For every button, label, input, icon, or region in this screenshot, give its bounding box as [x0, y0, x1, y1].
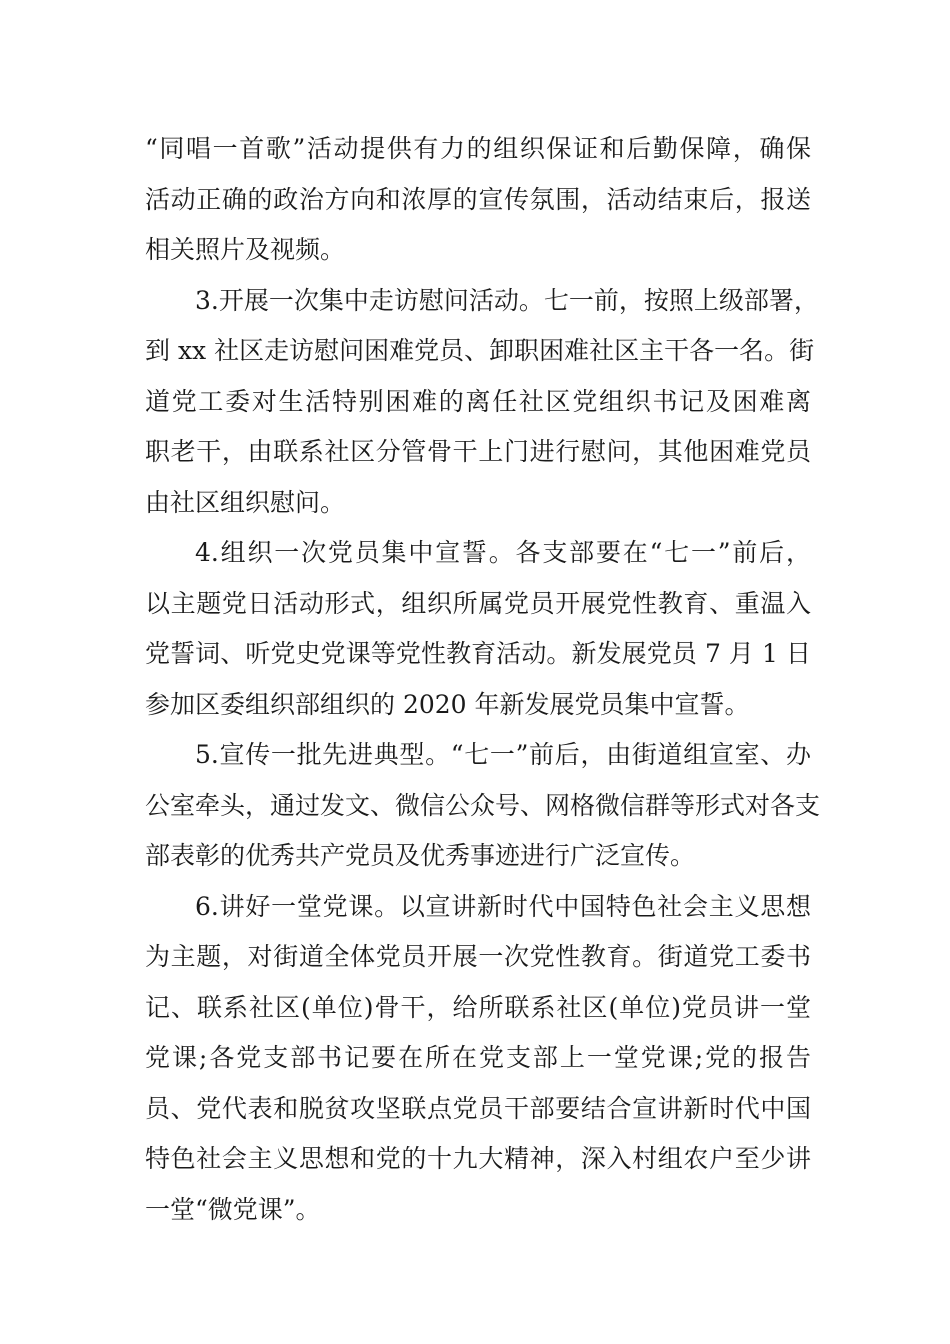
text-line: 活动正确的政治方向和浓厚的宣传氛围，活动结束后，报送: [145, 184, 811, 214]
text-line: 4.组织一次党员集中宣誓。各支部要在“七一”前后，: [195, 538, 811, 567]
text-line: 相关照片及视频。: [145, 235, 346, 264]
document-body: [145, 124, 821, 1235]
text-line: 部表彰的优秀共产党员及优秀事迹进行广泛宣传。: [145, 841, 696, 870]
text-line: 职老干，由联系社区分管骨干上门进行慰问，其他困难党员: [145, 437, 811, 466]
text-line: 为主题，对街道全体党员开展一次党性教育。街道党工委书: [145, 942, 811, 971]
text-line: 党课;各党支部书记要在所在党支部上一堂党课;党的报告: [145, 1043, 811, 1072]
text-line: 参加区委组织部组织的 2020 年新发展党员集中宣誓。: [145, 689, 750, 719]
text-line: 由社区组织慰问。: [145, 487, 346, 517]
text-line: 公室牵头，通过发文、微信公众号、网格微信群等形式对各支: [145, 790, 821, 820]
text-line: 党誓词、听党史党课等党性教育活动。新发展党员 7 月 1 日: [145, 639, 811, 668]
text-line: 道党工委对生活特别困难的离任社区党组织书记及困难离: [145, 386, 811, 416]
text-line: 3.开展一次集中走访慰问活动。七一前，按照上级部署，: [195, 285, 819, 315]
text-line: “同唱一首歌”活动提供有力的组织保证和后勤保障，确保: [145, 134, 811, 163]
text-line: 6.讲好一堂党课。以宣讲新时代中国特色社会主义思想: [195, 891, 811, 921]
text-line: 员、党代表和脱贫攻坚联点党员干部要结合宣讲新时代中国: [145, 1093, 811, 1123]
text-line: 5.宣传一批先进典型。“七一”前后，由街道组宣室、办: [195, 740, 811, 769]
text-line: 特色社会主义思想和党的十九大精神，深入村组农户至少讲: [145, 1144, 811, 1173]
text-line: 一堂“微党课”。: [145, 1194, 321, 1224]
text-line: 记、联系社区(单位)骨干，给所联系社区(单位)党员讲一堂: [145, 992, 811, 1022]
text-line: 到 xx 社区走访慰问困难党员、卸职困难社区主干各一名。街: [145, 336, 815, 365]
text-line: 以主题党日活动形式，组织所属党员开展党性教育、重温入: [145, 588, 811, 618]
